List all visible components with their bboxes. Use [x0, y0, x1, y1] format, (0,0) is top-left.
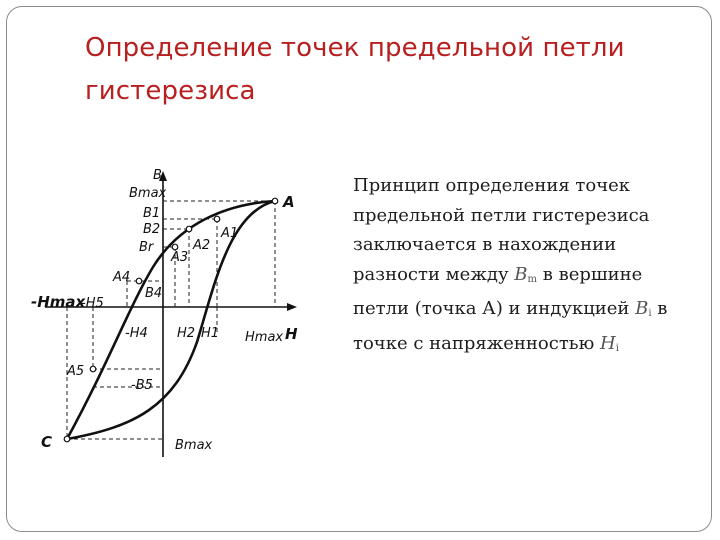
label-h1: H1 [201, 326, 220, 341]
symbol-h-i [600, 333, 619, 354]
text-part-3: в точке с напряженностью [353, 298, 668, 354]
point-a [272, 198, 278, 204]
principle-description [353, 171, 703, 363]
dashed-guides [67, 201, 275, 439]
label-point-c: C [41, 433, 53, 451]
hysteresis-loop-diagram [29, 157, 329, 477]
upper-branch-curve [67, 201, 275, 439]
point-a2 [186, 226, 192, 232]
label-br: Br [139, 240, 154, 255]
subscript-hi: i [615, 342, 619, 354]
symbol-b-i [635, 298, 651, 319]
label-hmax: Hmax [245, 330, 284, 345]
symbol-h: H [600, 332, 616, 354]
label-point-a: A [283, 193, 295, 211]
label-bmax: Bmax [129, 186, 167, 201]
loop-points [64, 198, 278, 442]
label-point-a1: A1 [221, 226, 239, 241]
symbol-b: B [514, 263, 528, 285]
symbol-b-2: B [635, 298, 649, 319]
label-point-b4: B4 [145, 286, 163, 301]
label-point-a5: A5 [67, 364, 85, 379]
title-line-2: гистерезиса [85, 76, 256, 106]
point-c [64, 436, 70, 442]
label-neg-bmax: Bmax [175, 438, 213, 453]
text-part-1: Принцип определения точек предельной петли гистерезиса заключается в нахождении разности между [353, 175, 650, 285]
label-h-axis: H [285, 325, 298, 343]
slide-frame [6, 6, 712, 532]
label-neg-hmax: -Hmax [31, 293, 86, 311]
label-b1: B1 [143, 206, 161, 221]
slide-title [85, 27, 685, 113]
subscript-m: m [527, 273, 537, 285]
h-axis-arrow [287, 303, 297, 311]
label-point-a4: A4 [113, 270, 131, 285]
point-a4 [136, 278, 142, 284]
point-a3 [172, 244, 178, 250]
symbol-b-m [514, 264, 537, 285]
lower-branch-curve [67, 201, 275, 439]
point-a1 [214, 216, 220, 222]
label-neg-h5: -H5 [81, 296, 104, 311]
label-h2: H2 [177, 326, 196, 341]
label-neg-h4: -H4 [125, 326, 148, 341]
title-line-1: Определение точек предельной петли [85, 33, 625, 63]
text-part-2: в вершине петли (точка А) и индукцией [353, 263, 643, 319]
subscript-i: i [648, 308, 652, 319]
point-a5 [90, 366, 96, 372]
label-point-a3: A3 [171, 250, 189, 265]
label-b-axis: B [153, 168, 162, 183]
label-point-a2: A2 [193, 238, 211, 253]
label-neg-b5: -B5 [131, 378, 153, 393]
label-b2: B2 [143, 222, 161, 237]
